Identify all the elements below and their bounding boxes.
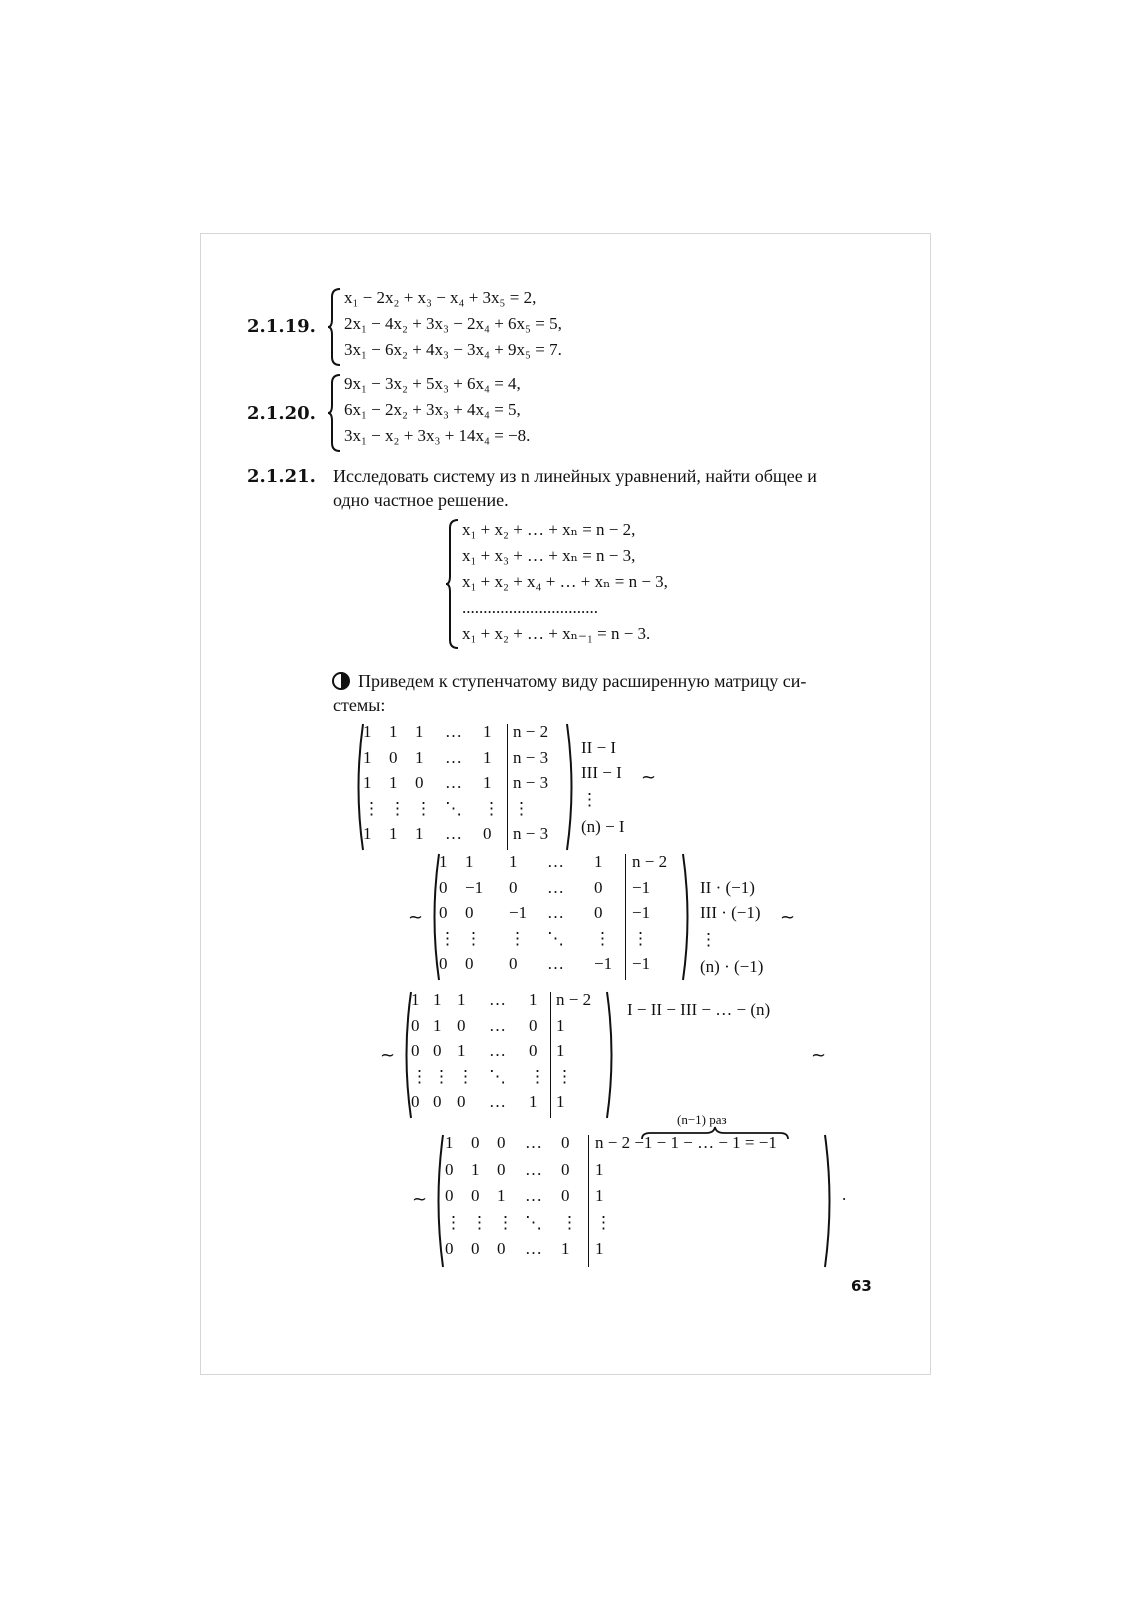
matrix-cell: ⋮ [415, 798, 432, 818]
equation: 3x₁ − x₂ + 3x₃ + 14x₄ = −8. [344, 426, 531, 445]
matrix-cell: 0 [439, 877, 448, 897]
matrix-cell: ⋮ [411, 1066, 428, 1086]
matrix-cell: … [489, 1015, 506, 1035]
equivalence-tilde: ~ [811, 1045, 827, 1066]
problem-number: 2.1.21. [247, 466, 316, 487]
matrix-cell: 1 [415, 747, 424, 767]
matrix-cell: 1 [483, 722, 492, 741]
system-brace [446, 518, 460, 652]
row-operation: III · (−1) [700, 903, 761, 922]
solution-start-icon [331, 671, 351, 691]
matrix-cell: 0 [471, 1239, 480, 1258]
matrix-cell: −1 [509, 903, 528, 922]
problem-number: 2.1.20. [247, 403, 316, 424]
matrix-cell: 0 [445, 1239, 454, 1258]
augment-separator [507, 724, 508, 850]
matrix-cell: … [489, 1092, 506, 1111]
equation-system [344, 285, 562, 363]
row-operation: (n) − I [581, 817, 625, 836]
augmented-matrix [433, 1133, 853, 1269]
matrix-cell: ⋮ [595, 1212, 612, 1232]
matrix-cell: 1 [471, 1159, 480, 1179]
matrix-cell: 1 [415, 722, 424, 741]
solution-text: стемы: [333, 695, 386, 715]
matrix-cell: … [547, 852, 564, 871]
matrix-cell: 1 [363, 722, 372, 741]
matrix-cell: ⋮ [389, 798, 406, 818]
matrix-cell: 1 [439, 852, 448, 871]
matrix-cell: 0 [529, 1041, 538, 1060]
matrix-cell: 1 [595, 1239, 604, 1258]
matrix-cell: 0 [465, 954, 474, 973]
matrix-cell: 0 [497, 1159, 506, 1179]
matrix-cell: 0 [561, 1133, 570, 1152]
matrix-cell: 1 [389, 722, 398, 741]
equation-system [462, 517, 668, 647]
matrix-cell: 1 [411, 990, 420, 1009]
matrix-cell: ⋮ [471, 1212, 488, 1232]
matrix-cell: ⋮ [445, 1212, 462, 1232]
matrix-cell: 0 [497, 1239, 506, 1258]
matrix-cell: 0 [411, 1015, 420, 1035]
matrix-cell: 0 [445, 1159, 454, 1179]
matrix-cell: ⋮ [363, 798, 380, 818]
row-operation: II − I [581, 738, 617, 757]
matrix-cell: ⋮ [439, 928, 456, 948]
augmented-matrix [353, 722, 583, 852]
matrix-cell: −1 [465, 877, 484, 897]
matrix-cell: 1 [415, 824, 424, 843]
matrix-cell: 1 [363, 747, 372, 767]
equivalence-tilde: ~ [641, 767, 657, 788]
matrix-cell: 1 [556, 1092, 565, 1111]
matrix-cell: −1 [632, 903, 651, 922]
matrix-cell: ⋮ [513, 798, 530, 818]
matrix-cell: 1 [433, 1015, 442, 1035]
augment-separator [588, 1135, 589, 1267]
equation: x₁ + x₃ + … + xₙ = n − 3, [462, 546, 636, 565]
matrix-cell: n − 3 [513, 824, 549, 843]
matrix-cell: 0 [411, 1092, 420, 1111]
matrix-cell: ⋮ [457, 1066, 474, 1086]
right-paren [605, 990, 617, 1120]
matrix-cell: 1 [433, 990, 442, 1009]
matrix-cell: −1 [632, 877, 651, 897]
equation: 2x₁ − 4x₂ + 3x₃ − 2x₄ + 6x₅ = 5, [344, 314, 562, 333]
matrix-cell: 0 [415, 773, 424, 792]
matrix-cell: 1 [556, 1041, 565, 1060]
matrix-cell: 0 [483, 824, 492, 843]
matrix-cell: 0 [594, 877, 603, 897]
equivalence-tilde: ~ [780, 907, 796, 928]
matrix-cell: ⋱ [525, 1212, 542, 1232]
augmented-matrix [401, 990, 621, 1120]
matrix-cell: n − 2 [556, 990, 592, 1009]
matrix-cell: 0 [509, 877, 518, 897]
matrix-cell: 1 [594, 852, 603, 871]
matrix-cell: … [525, 1133, 542, 1152]
right-paren [823, 1133, 835, 1269]
matrix-cell: n − 3 [513, 773, 549, 792]
right-paren [681, 852, 693, 982]
matrix-cell: n − 2 [513, 722, 549, 741]
row-operation: ⋮ [700, 930, 717, 949]
problem-text: Исследовать систему из n линейных уравнений, найти общее и [333, 466, 817, 486]
matrix-cell: 0 [439, 954, 448, 973]
matrix-cell: … [489, 990, 506, 1009]
matrix-cell: … [445, 722, 462, 741]
matrix-cell: … [547, 877, 564, 897]
equivalence-tilde: ~ [412, 1189, 428, 1210]
matrix-cell: ⋱ [445, 798, 462, 818]
matrix-cell: 0 [471, 1133, 480, 1152]
matrix-cell: n − 2 [632, 852, 668, 871]
problem-number: 2.1.19. [247, 316, 316, 337]
matrix-cell: ⋮ [497, 1212, 514, 1232]
system-brace [328, 373, 342, 453]
equation: x₁ + x₂ + … + xₙ = n − 2, [462, 520, 636, 539]
matrix-cell: 0 [465, 903, 474, 922]
row-operation: II · (−1) [700, 878, 755, 897]
matrix-cell: 1 [529, 1092, 538, 1111]
matrix-cell: 0 [411, 1041, 420, 1060]
matrix-cell: … [547, 954, 564, 973]
matrix-cell: 0 [509, 954, 518, 973]
matrix-cell: 0 [457, 1092, 466, 1111]
matrix-cell: 1 [595, 1186, 604, 1205]
equation: 3x₁ − 6x₂ + 4x₃ − 3x₄ + 9x₅ = 7. [344, 340, 562, 359]
matrix-cell: 1 [509, 852, 518, 871]
matrix-cell: n − 3 [513, 747, 549, 767]
matrix-cell: 0 [445, 1186, 454, 1205]
matrix-cell: … [525, 1159, 542, 1179]
matrix-cell: ⋮ [594, 928, 611, 948]
problem-text: одно частное решение. [333, 490, 509, 510]
matrix-cell: −1 [594, 954, 613, 973]
matrix-cell: ⋱ [489, 1066, 506, 1086]
matrix-cell: 1 [529, 990, 538, 1009]
matrix-cell: 1 [457, 990, 466, 1009]
matrix-cell: … [525, 1239, 542, 1258]
matrix-cell: 1 [595, 1159, 604, 1179]
matrix-cell: 1 [497, 1186, 506, 1205]
equivalence-tilde: ~ [380, 1045, 396, 1066]
matrix-cell: 1 [483, 773, 492, 792]
matrix-cell: 1 [556, 1015, 565, 1035]
equation: 6x₁ − 2x₂ + 3x₃ + 4x₄ = 5, [344, 400, 521, 419]
equation: 9x₁ − 3x₂ + 5x₃ + 6x₄ = 4, [344, 374, 521, 393]
equation: x₁ + x₂ + … + xₙ₋₁ = n − 3. [462, 624, 651, 643]
matrix-cell: 0 [433, 1041, 442, 1060]
matrix-cell: ⋮ [509, 928, 526, 948]
matrix-cell: 1 [363, 824, 372, 843]
matrix-cell: ⋮ [556, 1066, 573, 1086]
matrix-cell: 0 [433, 1092, 442, 1111]
matrix-cell: ⋮ [433, 1066, 450, 1086]
matrix-cell: 0 [497, 1133, 506, 1152]
right-paren [565, 722, 577, 852]
matrix-cell: 1 [457, 1041, 466, 1060]
matrix-cell: ⋱ [547, 928, 564, 948]
matrix-cell: ⋮ [632, 928, 649, 948]
row-operation: I − II − III − … − (n) [627, 1000, 771, 1019]
matrix-cell: 0 [471, 1186, 480, 1205]
matrix-cell: ⋮ [529, 1066, 546, 1086]
matrix-cell: ⋮ [561, 1212, 578, 1232]
matrix-cell: 0 [561, 1159, 570, 1179]
matrix-cell: … [547, 903, 564, 922]
augmented-matrix [429, 852, 699, 982]
page-number: 63 [851, 1277, 872, 1295]
matrix-cell: … [489, 1041, 506, 1060]
row-operation: III − I [581, 763, 622, 782]
row-operation: ⋮ [581, 790, 598, 809]
matrix-cell: 0 [439, 903, 448, 922]
matrix-cell: 0 [529, 1015, 538, 1035]
matrix-cell: 0 [389, 747, 398, 767]
matrix-cell: … [525, 1186, 542, 1205]
matrix-cell: 1 [561, 1239, 570, 1258]
augment-separator [625, 854, 626, 980]
matrix-cell: 1 [483, 747, 492, 767]
matrix-cell: 0 [561, 1186, 570, 1205]
equation: x₁ + x₂ + x₄ + … + xₙ = n − 3, [462, 572, 668, 591]
left-paren [433, 1133, 445, 1269]
matrix-cell: 1 [363, 773, 372, 792]
overbrace-label: (n−1) раз [677, 1112, 727, 1127]
system-brace [328, 287, 342, 367]
period: . [842, 1185, 847, 1204]
matrix-cell: … [445, 747, 462, 767]
matrix-cell: … [445, 824, 462, 843]
augment-separator [550, 992, 551, 1118]
equivalence-tilde: ~ [408, 907, 424, 928]
matrix-cell: 1 [465, 852, 474, 871]
equation: ................................ [462, 598, 598, 617]
matrix-cell: 1 [445, 1133, 454, 1152]
matrix-cell: 1 [389, 824, 398, 843]
matrix-cell: 1 [389, 773, 398, 792]
matrix-cell: 0 [594, 903, 603, 922]
row-operation: (n) · (−1) [700, 957, 764, 976]
matrix-cell: 0 [457, 1015, 466, 1035]
matrix-cell: … [445, 773, 462, 792]
matrix-cell: −1 [632, 954, 651, 973]
equation-system [344, 371, 530, 449]
matrix-cell: ⋮ [465, 928, 482, 948]
equation: x₁ − 2x₂ + x₃ − x₄ + 3x₅ = 2, [344, 288, 537, 307]
matrix-cell: n − 2 −1 − 1 − … − 1 = −1 [595, 1133, 777, 1152]
matrix-cell: ⋮ [483, 798, 500, 818]
solution-text: Приведем к ступенчатому виду расширенную матрицу си- [358, 671, 807, 691]
